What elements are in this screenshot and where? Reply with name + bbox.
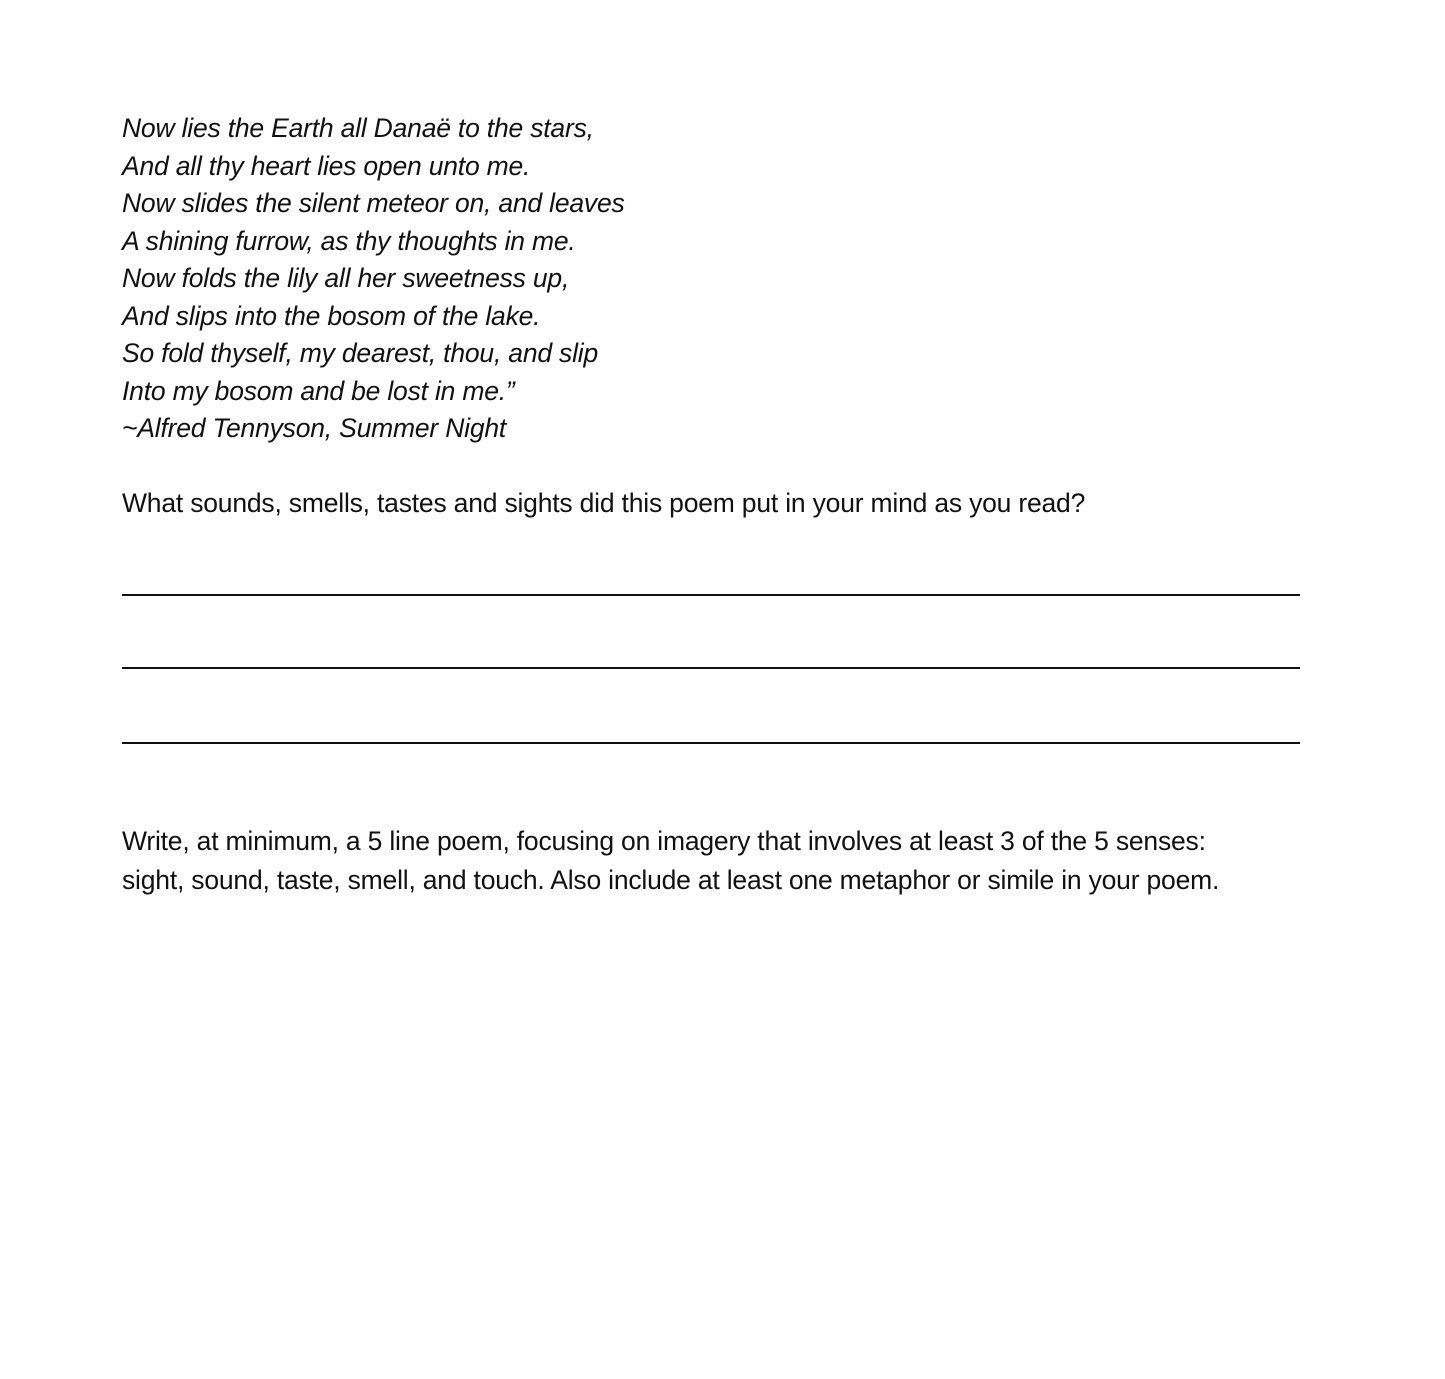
poem-line: Now lies the Earth all Danaë to the stars, xyxy=(122,113,594,143)
writing-prompt xyxy=(122,822,1382,899)
poem-line: Into my bosom and be lost in me.” xyxy=(122,375,515,406)
poem-line: And slips into the bosom of the lake. xyxy=(122,300,541,331)
question-text: What sounds, smells, tastes and sights did this poem put in your mind as you read? xyxy=(122,488,1086,518)
prompt-line: Write, at minimum, a 5 line poem, focusing on imagery that involves at least 3 of the 5 senses: xyxy=(122,826,1206,856)
poem-line: Now slides the silent meteor on, and leaves xyxy=(122,188,625,218)
answer-line[interactable] xyxy=(122,667,1300,669)
poem-line: A shining furrow, as thy thoughts in me. xyxy=(122,225,576,256)
poem-line: And all thy heart lies open unto me. xyxy=(122,150,531,181)
poem-line: Now folds the lily all her sweetness up, xyxy=(122,263,570,293)
answer-line[interactable] xyxy=(122,742,1300,744)
prompt-line: sight, sound, taste, smell, and touch. Also include at least one metaphor or simile in your poem. xyxy=(122,864,1220,895)
poem-line: So fold thyself, my dearest, thou, and slip xyxy=(122,338,599,368)
answer-line[interactable] xyxy=(122,594,1300,596)
poem-attribution: ~Alfred Tennyson, Summer Night xyxy=(122,413,507,443)
poem-excerpt xyxy=(122,110,822,448)
